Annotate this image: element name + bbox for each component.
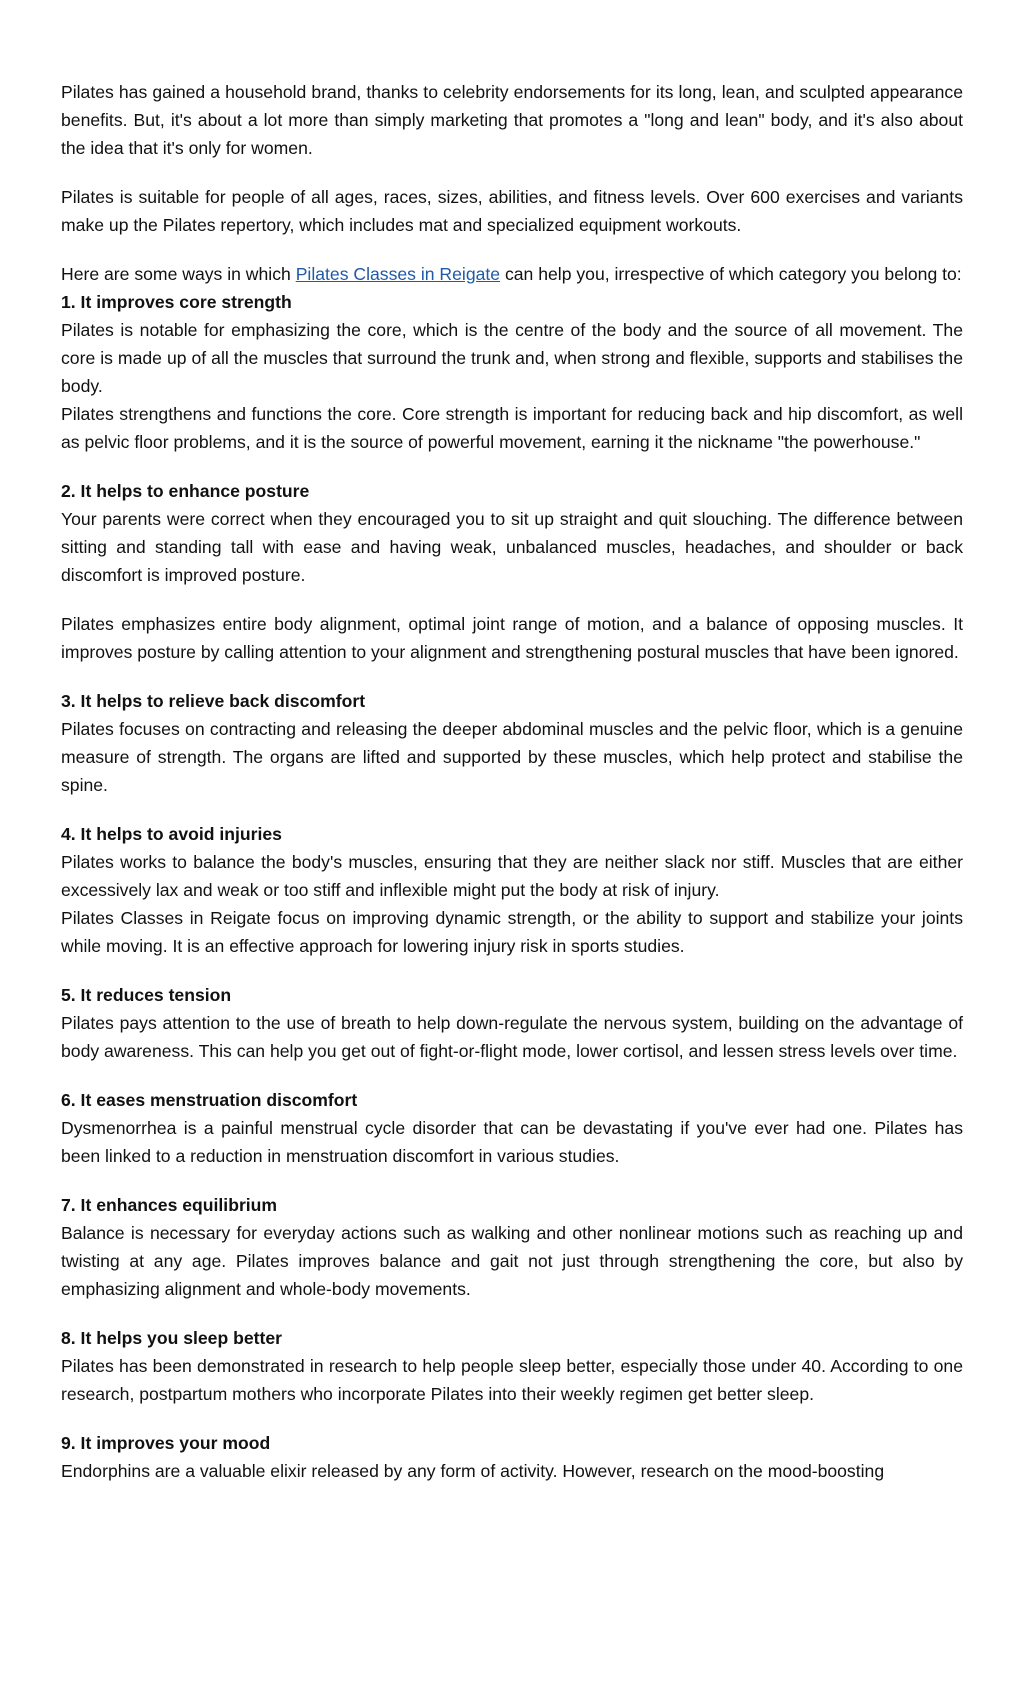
section-9-paragraph-1: Endorphins are a valuable elixir released by any form of activity. However, research on the mood-boosting [61, 1461, 885, 1481]
intro-text-before-link: Here are some ways in which [61, 264, 296, 284]
document-page [61, 78, 963, 1485]
section-6-heading: 6. It eases menstruation discomfort [61, 1090, 358, 1110]
section-8-paragraph-1: Pilates has been demonstrated in research to help people sleep better, especially those under 40. According to one research, postpartum mothers who incorporate Pilates into their weekly regimen get better sleep. [61, 1356, 963, 1404]
section-4-paragraph-1: Pilates works to balance the body's muscles, ensuring that they are neither slack nor stiff. Muscles that are either excessively lax and weak or too stiff and inflexible might put the body at risk of injury. [61, 852, 963, 900]
section-2-heading: 2. It helps to enhance posture [61, 481, 310, 501]
section-3-heading: 3. It helps to relieve back discomfort [61, 691, 366, 711]
section-4-paragraph-2: Pilates Classes in Reigate focus on improving dynamic strength, or the ability to support and stabilize your joints while moving. It is an effective approach for lowering injury risk in sports studies. [61, 908, 963, 956]
intro-paragraph-1: Pilates has gained a household brand, thanks to celebrity endorsements for its long, lean, and sculpted appearance benefits. But, it's about a lot more than simply marketing that promotes a "long and lean" body, and it's also about the idea that it's only for women. [61, 82, 963, 158]
section-5-paragraph-1: Pilates pays attention to the use of breath to help down-regulate the nervous system, building on the advantage of body awareness. This can help you get out of fight-or-flight mode, lower cortisol, and lessen stress levels over time. [61, 1013, 963, 1061]
section-7-heading: 7. It enhances equilibrium [61, 1195, 278, 1215]
intro-text-after-link: can help you, irrespective of which category you belong to: [500, 264, 962, 284]
section-9-heading: 9. It improves your mood [61, 1433, 271, 1453]
section-8-heading: 8. It helps you sleep better [61, 1328, 282, 1348]
section-1-heading: 1. It improves core strength [61, 292, 292, 312]
section-3-paragraph-1: Pilates focuses on contracting and releasing the deeper abdominal muscles and the pelvic floor, which is a genuine measure of strength. The organs are lifted and supported by these muscles, which help protect and stabilise the spine. [61, 719, 963, 795]
section-5-heading: 5. It reduces tension [61, 985, 232, 1005]
intro-paragraph-2: Pilates is suitable for people of all ages, races, sizes, abilities, and fitness levels. Over 600 exercises and variants make up the Pilates repertory, which includes mat and specialized equipment workouts. [61, 187, 963, 235]
section-1-paragraph-1: Pilates is notable for emphasizing the core, which is the centre of the body and the source of all movement. The core is made up of all the muscles that surround the trunk and, when strong and flexible, supports and stabilises the body. [61, 320, 963, 396]
section-2-paragraph-2: Pilates emphasizes entire body alignment, optimal joint range of motion, and a balance of opposing muscles. It improves posture by calling attention to your alignment and strengthening postural muscles that have been ignored. [61, 614, 963, 662]
pilates-classes-link[interactable]: Pilates Classes in Reigate [295, 264, 501, 284]
intro-paragraph-3 [61, 260, 963, 288]
section-6-paragraph-1: Dysmenorrhea is a painful menstrual cycle disorder that can be devastating if you've ever had one. Pilates has been linked to a reduction in menstruation discomfort in various studies. [61, 1118, 963, 1166]
section-2-paragraph-1: Your parents were correct when they encouraged you to sit up straight and quit slouching. The difference between sitting and standing tall with ease and having weak, unbalanced muscles, headaches, and shoulder or back discomfort is improved posture. [61, 509, 963, 585]
section-7-paragraph-1: Balance is necessary for everyday actions such as walking and other nonlinear motions such as reaching up and twisting at any age. Pilates improves balance and gait not just through strengthening the core, but also by emphasizing alignment and whole-body movements. [61, 1223, 963, 1299]
section-1-paragraph-2: Pilates strengthens and functions the core. Core strength is important for reducing back and hip discomfort, as well as pelvic floor problems, and it is the source of powerful movement, earning it the nickname "the powerhouse." [61, 404, 963, 452]
section-4-heading: 4. It helps to avoid injuries [61, 824, 282, 844]
